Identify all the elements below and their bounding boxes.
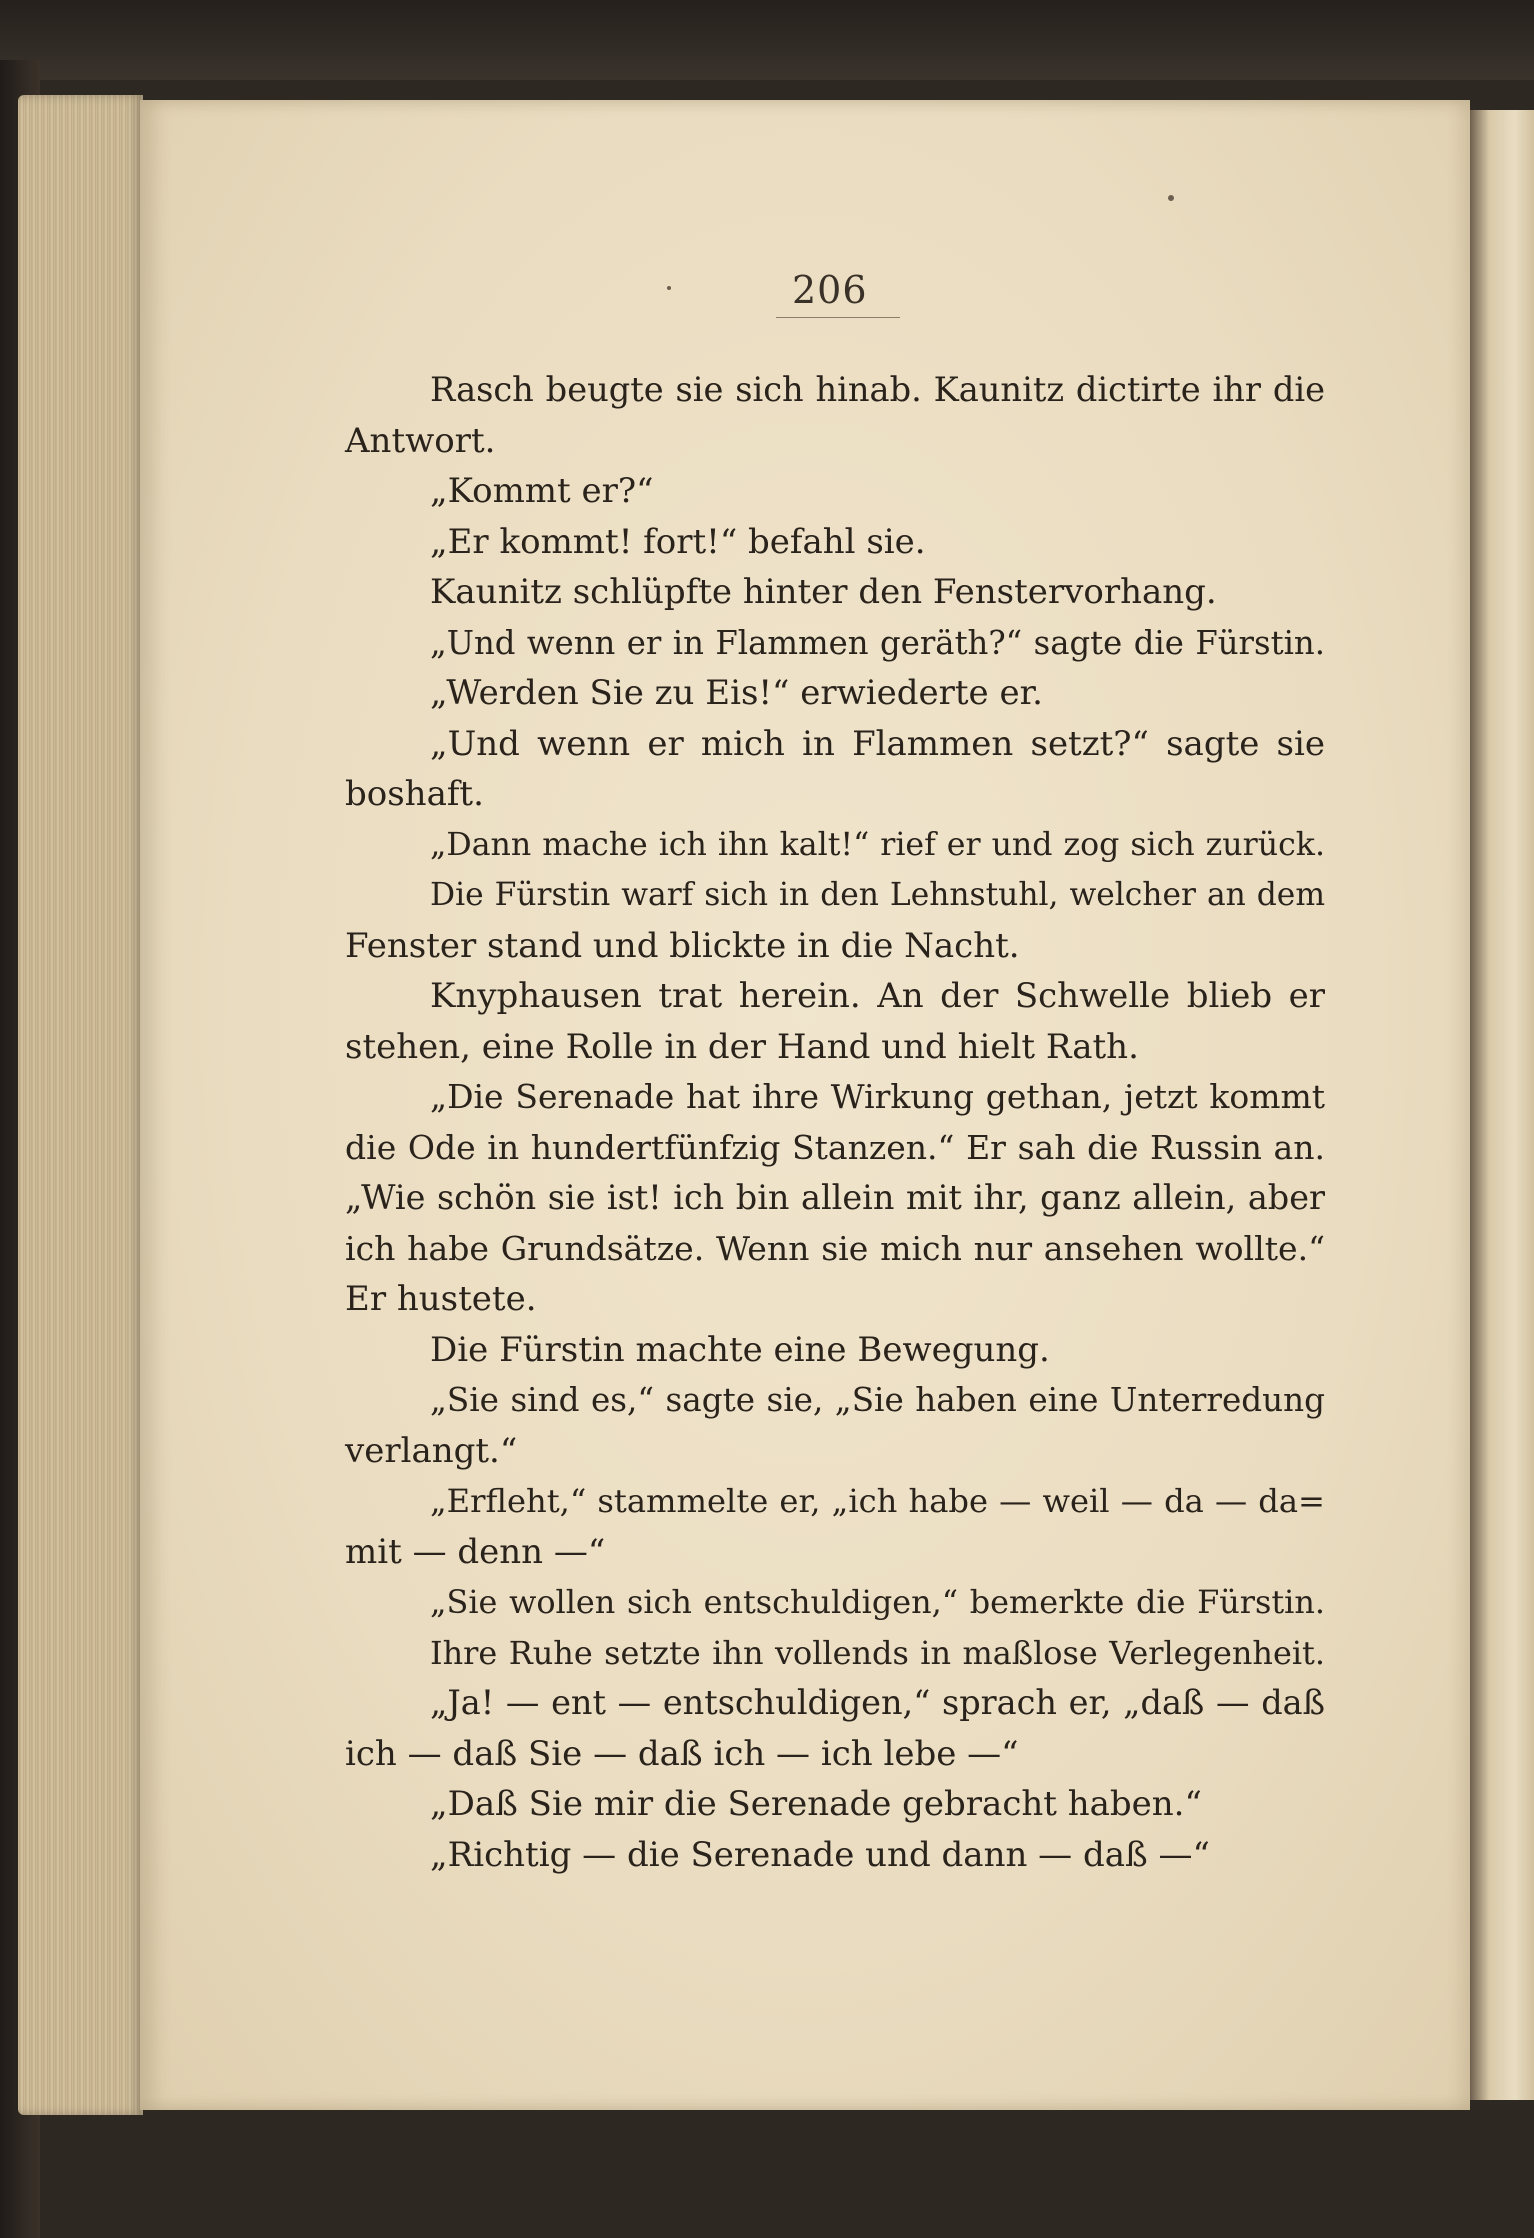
text-line: Fenster stand und blickte in die Nacht. (345, 925, 1020, 966)
text-line: Er hustete. (345, 1279, 537, 1319)
text-line: „Er kommt! fort!“ befahl sie. (430, 521, 926, 562)
text-line: Die Fürstin machte eine Bewegung. (430, 1329, 1050, 1370)
paper-speck (1168, 195, 1174, 201)
text-line: Knyphausen trat herein. An der Schwelle blieb er (430, 976, 1325, 1016)
text-line: „Werden Sie zu Eis!“ erwiederte er. (430, 673, 1043, 713)
page-number: 206 (792, 268, 868, 312)
text-line: „Und wenn er mich in Flammen setzt?“ sagte sie (430, 723, 1325, 764)
text-line: Kaunitz schlüpfte hinter den Fenstervorhang. (430, 572, 1217, 612)
text-line: „Wie schön sie ist! ich bin allein mit ihr, ganz allein, aber (345, 1178, 1325, 1217)
text-line: ich — daß Sie — daß ich — ich lebe —“ (345, 1733, 1019, 1774)
text-line: Ihre Ruhe setzte ihn vollends in maßlose Verlegenheit. (430, 1633, 1325, 1672)
paper-speck (667, 286, 671, 290)
text-line: boshaft. (345, 774, 484, 814)
book-cover-top (0, 0, 1534, 80)
text-line: „Kommt er?“ (430, 471, 654, 511)
text-line: „Richtig — die Serenade und dann — daß —“ (430, 1834, 1210, 1875)
text-line: „Erfleht,“ stammelte er, „ich habe — weil — da — da= (430, 1482, 1325, 1520)
page-text (345, 365, 1325, 1880)
text-line: mit — denn —“ (345, 1531, 606, 1572)
text-line: ich habe Grundsätze. Wenn sie mich nur ansehen wollte.“ (345, 1228, 1325, 1268)
text-line: Antwort. (345, 420, 496, 461)
text-line: stehen, eine Rolle in der Hand und hielt Rath. (345, 1026, 1139, 1067)
text-line: „Und wenn er in Flammen geräth?“ sagte die Fürstin. (430, 623, 1325, 662)
text-line: „Sie sind es,“ sagte sie, „Sie haben eine Unterredung (430, 1381, 1325, 1419)
text-line: Rasch beugte sie sich hinab. Kaunitz dictirte ihr die (430, 370, 1325, 409)
page-number-rule (776, 317, 900, 318)
facing-page-edge (1470, 110, 1534, 2100)
text-line: „Sie wollen sich entschuldigen,“ bemerkte die Fürstin. (430, 1583, 1325, 1621)
text-line: „Daß Sie mir die Serenade gebracht haben.“ (430, 1784, 1202, 1824)
text-line: „Ja! — ent — entschuldigen,“ sprach er, „daß — daß (430, 1683, 1325, 1722)
text-line: die Ode in hundertfünfzig Stanzen.“ Er sah die Russin an. (345, 1127, 1325, 1167)
text-line: verlangt.“ (345, 1430, 518, 1471)
text-line: Die Fürstin warf sich in den Lehnstuhl, welcher an dem (430, 877, 1325, 913)
text-line: „Dann mache ich ihn kalt!“ rief er und zog sich zurück. (430, 826, 1325, 863)
text-line: „Die Serenade hat ihre Wirkung gethan, jetzt kommt (430, 1077, 1325, 1116)
page-edges (18, 95, 143, 2115)
